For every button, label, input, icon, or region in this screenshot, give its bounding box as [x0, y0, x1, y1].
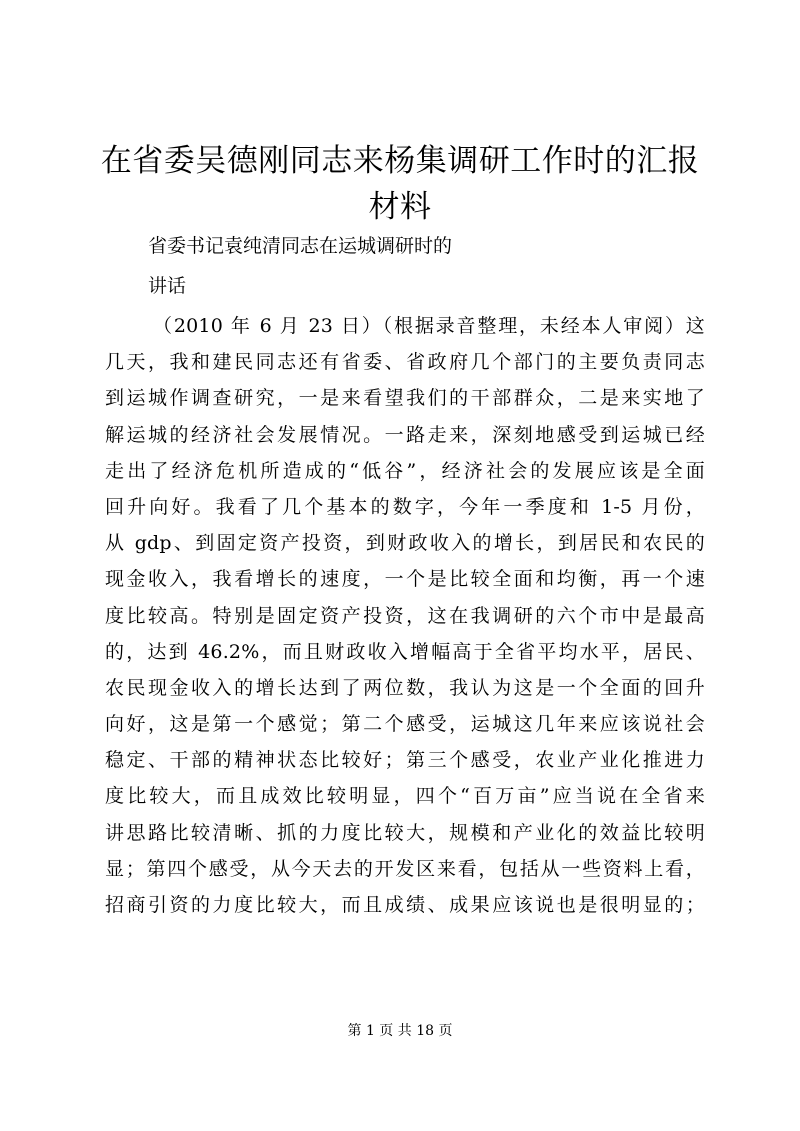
body-line: 显；第四个感受，从今天去的开发区来看，包括从一些资料上看， [105, 857, 705, 880]
body-line: 度比较大，而且成效比较明显，四个“百万亩”应当说在全省来 [105, 785, 705, 808]
subtitle-line-2: 讲话 [148, 275, 187, 297]
body-line: 向好，这是第一个感觉；第二个感受，运城这几年来应该说社会 [105, 713, 705, 736]
body-line: 度比较高。特别是固定资产投资，这在我调研的六个市中是最高 [105, 604, 705, 627]
body-line: 的，达到 46.2%，而且财政收入增幅高于全省平均水平，居民、 [105, 640, 705, 663]
body-line: 走出了经济危机所造成的“低谷”，经济社会的发展应该是全面 [105, 459, 705, 482]
body-line: 稳定、干部的精神状态比较好；第三个感受，农业产业化推进力 [105, 749, 705, 772]
body-line: 招商引资的力度比较大，而且成绩、成果应该说也是很明显的； [105, 894, 705, 916]
body-line: （2010 年 6 月 23 日）（根据录音整理，未经本人审阅）这 [153, 315, 705, 337]
body-line: 讲思路比较清晰、抓的力度比较大，规模和产业化的效益比较明 [105, 821, 705, 844]
body-line: 几天，我和建民同志还有省委、省政府几个部门的主要负责同志 [105, 351, 705, 374]
body-line: 解运城的经济社会发展情况。一路走来，深刻地感受到运城已经 [105, 423, 705, 446]
body-line: 现金收入，我看增长的速度，一个是比较全面和均衡，再一个速 [105, 568, 705, 591]
document-title: 在省委吴德刚同志来杨集调研工作时的汇报材料 [100, 143, 700, 225]
subtitle-line-1: 省委书记袁纯清同志在运城调研时的 [148, 235, 453, 257]
page-footer: 第 1 页 共 18 页 [347, 1023, 453, 1039]
body-text [105, 308, 705, 923]
body-line: 农民现金收入的增长达到了两位数，我认为这是一个全面的回升 [105, 676, 705, 699]
body-line: 回升向好。我看了几个基本的数字，今年一季度和 1-5 月份， [105, 495, 705, 518]
body-line: 到运城作调查研究，一是来看望我们的干部群众，二是来实地了 [105, 387, 705, 410]
body-line: 从 gdp、到固定资产投资，到财政收入的增长，到居民和农民的 [105, 532, 705, 555]
